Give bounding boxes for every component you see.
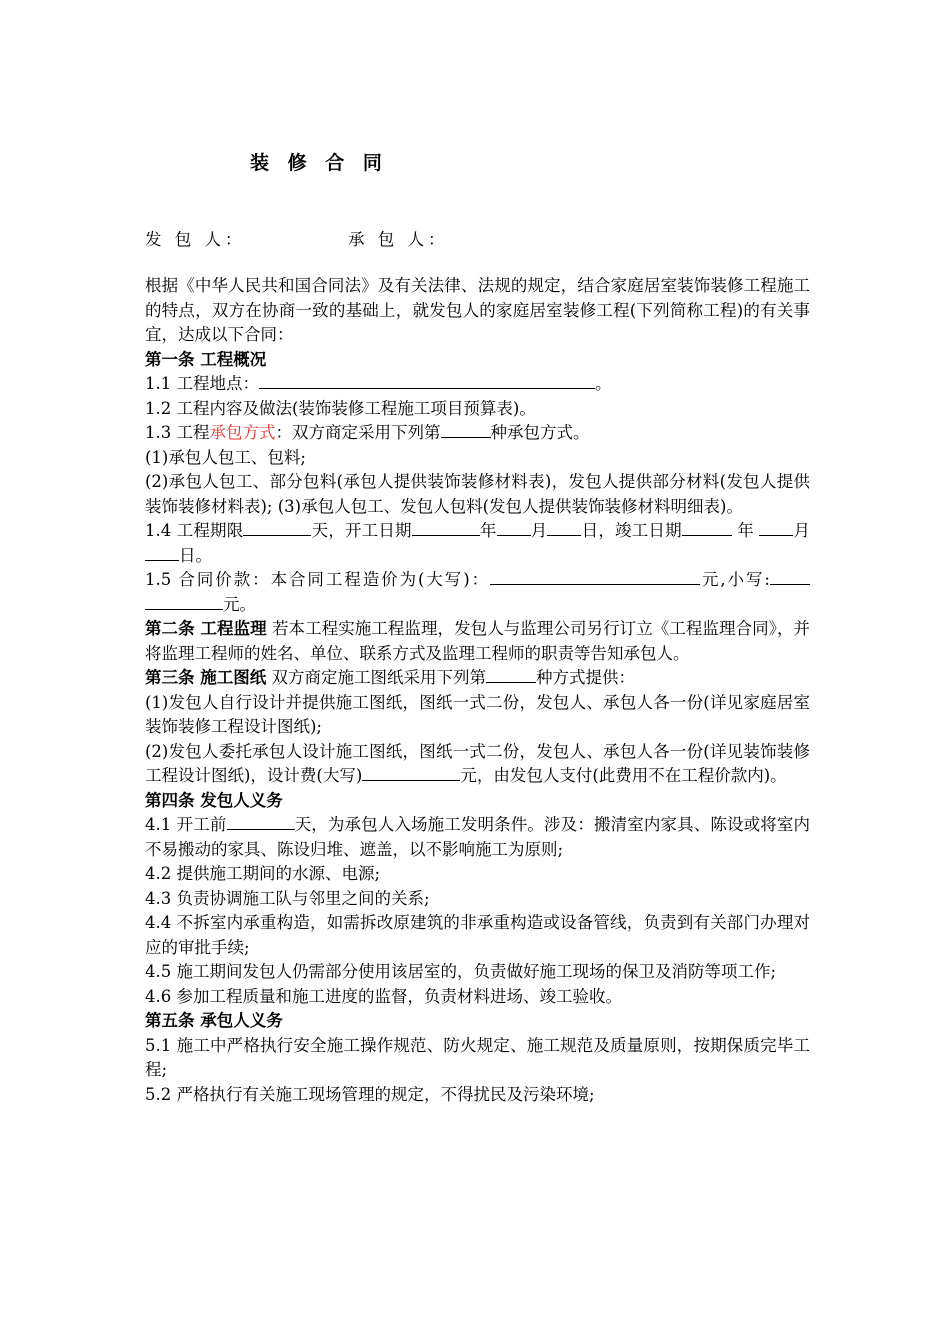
contract-body	[145, 274, 810, 1107]
blank-field	[412, 519, 480, 536]
clause-1-1: 1.1 工程地点： 。	[145, 374, 612, 393]
blank-field	[145, 544, 179, 561]
blank-field	[243, 519, 311, 536]
document-title: 装 修 合 同	[250, 152, 388, 174]
article-1-heading: 第一条 工程概况	[145, 349, 267, 369]
blank-field	[770, 568, 810, 585]
blank-field	[682, 519, 732, 536]
blank-field	[227, 813, 295, 830]
clause-4-2: 4.2 提供施工期间的水源、电源;	[145, 864, 381, 883]
article-3-option-1: (1)发包人自行设计并提供施工图纸，图纸一式二份，发包人、承包人各一份(详见家庭居室装饰装修工程设计图纸);	[145, 692, 810, 736]
clause-4-3: 4.3 负责协调施工队与邻里之间的关系;	[145, 888, 430, 908]
article-3-heading: 第三条 施工图纸	[145, 668, 267, 687]
article-3: 第三条 施工图纸 双方商定施工图纸采用下列第 种方式提供：	[145, 668, 635, 687]
clause-1-3-option-2: (2)承包人包工、部分包料(承包人提供装饰装修材料表)，发包人提供部分材料(发包人提供装饰装修材料表); (3)承包人包工、发包人包料(发包人提供装饰装修材料明细表)。	[145, 472, 810, 516]
clause-1-3: 1.3 工程承包方式：双方商定采用下列第 种承包方式。	[145, 423, 590, 442]
article-3-option-2: (2)发包人委托承包人设计施工图纸，图纸一式二份，发包人、承包人各一份(详见装饰装修工程设计图纸)，设计费(大写) 元，由发包人支付(此费用不在工程价款内)。	[145, 741, 810, 785]
blank-field	[145, 593, 223, 610]
employer-label: 发 包 人：	[145, 230, 246, 249]
contractor-label: 承 包 人：	[348, 230, 449, 249]
highlight-text: 承包方式	[209, 423, 276, 442]
article-2-heading: 第二条 工程监理	[145, 619, 267, 638]
blank-field	[490, 568, 700, 585]
clause-4-6: 4.6 参加工程质量和施工进度的监督，负责材料进场、竣工验收。	[145, 986, 622, 1006]
blank-field	[486, 666, 536, 683]
clause-4-5: 4.5 施工期间发包人仍需部分使用该居室的，负责做好施工现场的保卫及消防等项工作;	[145, 962, 777, 981]
article-5-heading: 第五条 承包人义务	[145, 1011, 283, 1030]
blank-field	[547, 519, 581, 536]
article-2: 第二条 工程监理 若本工程实施工程监理，发包人与监理公司另行订立《工程监理合同》，并将监理工程师的姓名、单位、联系方式及监理工程师的职责等告知承包人。	[145, 619, 810, 663]
clause-5-2: 5.2 严格执行有关施工现场管理的规定，不得扰民及污染环境;	[145, 1084, 595, 1104]
blank-field	[497, 519, 531, 536]
parties-line	[145, 226, 449, 250]
clause-4-4: 4.4 不拆室内承重构造，如需拆改原建筑的非承重构造或设备管线，负责到有关部门办理对应的审批手续;	[145, 913, 810, 957]
clause-5-1: 5.1 施工中严格执行安全施工操作规范、防火规定、施工规范及质量原则，按期保质完毕工程;	[145, 1035, 810, 1079]
blank-field	[259, 372, 595, 389]
clause-4-1: 4.1 开工前 天，为承包人入场施工发明条件。涉及：搬清室内家具、陈设或将室内不易搬动的家具、陈设归堆、遮盖，以不影响施工为原则;	[145, 815, 810, 859]
blank-field	[759, 519, 793, 536]
clause-1-3-option-1: (1)承包人包工、包料;	[145, 447, 306, 467]
clause-1-4: 1.4 工程期限 天，开工日期 年 月 日，竣工日期 年 月日。	[145, 521, 811, 565]
clause-1-5: 1.5 合同价款：本合同工程造价为(大写)： 元,小写: 元。	[145, 568, 810, 617]
blank-field	[362, 764, 460, 781]
intro-paragraph: 根据《中华人民共和国合同法》及有关法律、法规的规定，结合家庭居室装饰装修工程施工的特点，双方在协商一致的基础上，就发包人的家庭居室装修工程(下列简称工程)的有关事宜，达成以下合同：	[145, 276, 810, 344]
clause-1-2: 1.2 工程内容及做法(装饰装修工程施工项目预算表)。	[145, 398, 536, 418]
article-4-heading: 第四条 发包人义务	[145, 790, 283, 810]
blank-field	[441, 421, 491, 438]
